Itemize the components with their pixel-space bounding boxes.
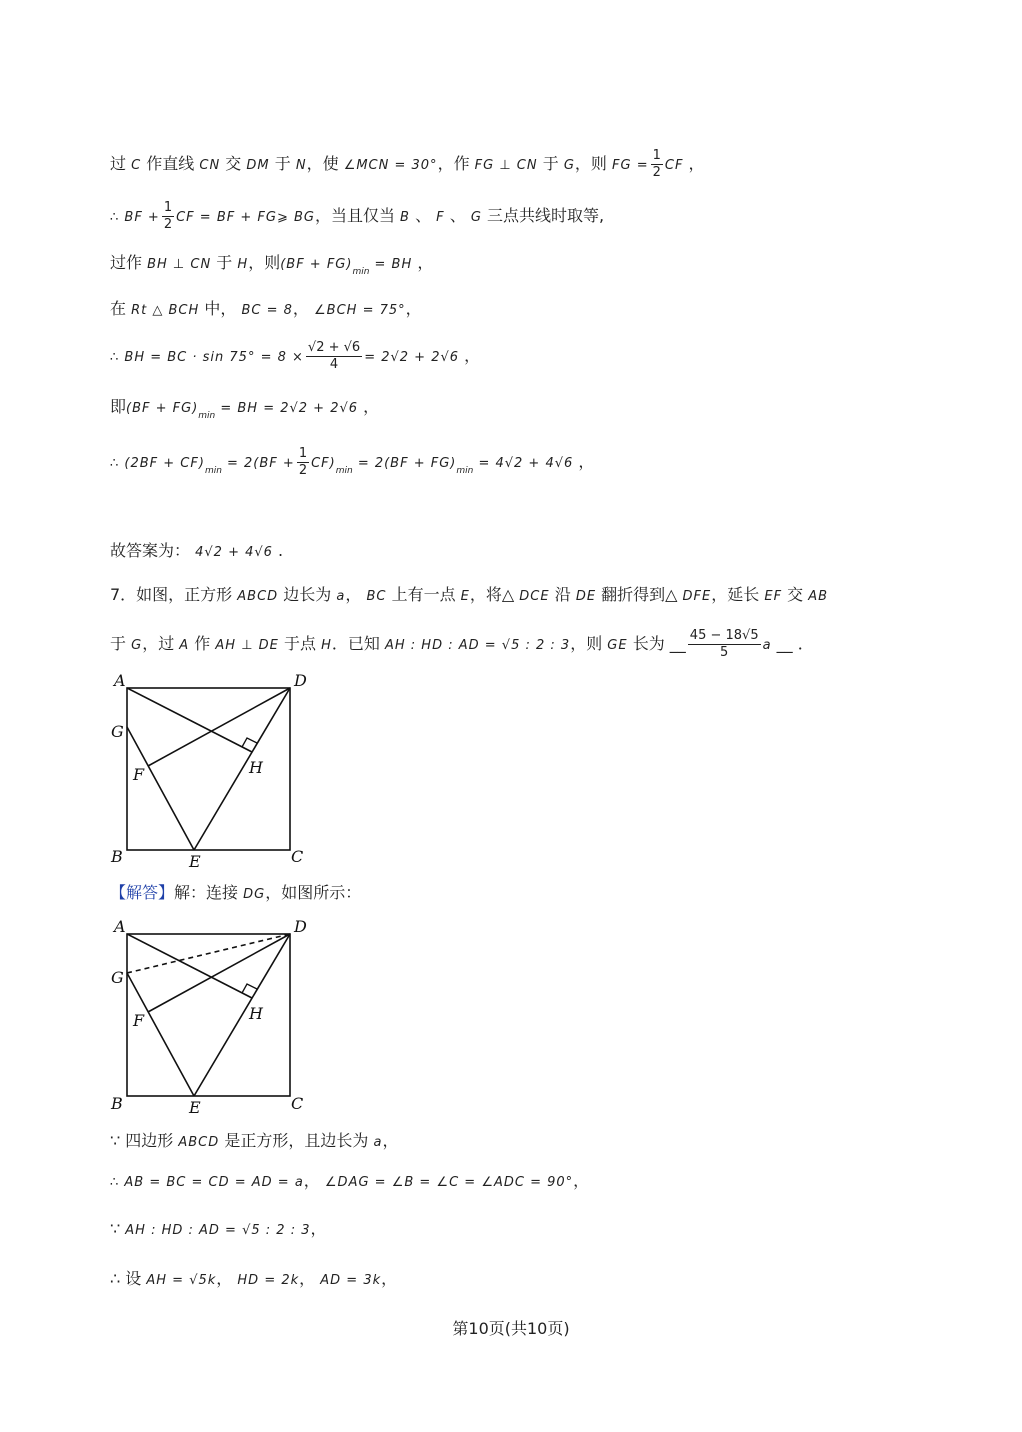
subscript: min <box>335 466 353 476</box>
math: H <box>321 638 332 653</box>
math: ∴ AB = BC = CD = AD = a <box>110 1175 304 1190</box>
text: ，过 <box>142 634 175 653</box>
fraction-half <box>651 148 663 181</box>
math: DG <box>243 887 266 902</box>
math: FG ⊥ CN <box>474 158 538 173</box>
math: G <box>470 210 482 225</box>
figure-1 <box>100 666 330 876</box>
text: ， <box>382 1131 399 1150</box>
math: G <box>131 638 143 653</box>
math: ∠BCH = 75° <box>314 303 406 318</box>
segment-de <box>194 934 290 1096</box>
label-d: D <box>294 671 307 690</box>
label-b: B <box>111 1094 123 1113</box>
text: ，延长 <box>711 585 760 604</box>
text: 于点 <box>283 634 316 653</box>
text: ， <box>345 585 362 604</box>
text: 、 <box>415 206 432 225</box>
math: BC <box>366 589 387 604</box>
text: ， <box>688 154 705 173</box>
math: = 2(BF + <box>227 456 295 471</box>
figure-2 <box>100 912 330 1122</box>
label-b: B <box>111 847 123 866</box>
answer-line <box>110 540 283 564</box>
numerator: √2 + √6 <box>307 340 361 355</box>
math: H <box>237 257 249 272</box>
problem-7-line-2 <box>110 628 814 661</box>
label-c: C <box>291 847 304 866</box>
math: ∠MCN = 30° <box>343 158 438 173</box>
text: 于 <box>216 253 233 272</box>
text: ． <box>797 634 814 653</box>
text: ， <box>464 346 481 365</box>
numerator: 1 <box>298 446 308 461</box>
math: (BF + FG) <box>126 401 199 416</box>
math: ∴ BH = BC · sin 75° = 8 × <box>110 350 304 365</box>
text: ，则 <box>574 154 607 173</box>
math: ∴ (2BF + CF) <box>110 456 205 471</box>
math: E <box>460 589 470 604</box>
math: ABCD <box>178 1135 220 1150</box>
text: 交 <box>787 585 804 604</box>
numerator: 45 − 18√5 <box>689 628 759 643</box>
math: CF <box>664 158 684 173</box>
math: HD = 2k <box>237 1273 300 1288</box>
numerator: 1 <box>163 200 173 215</box>
math: = 4√2 + 4√6 <box>478 456 574 471</box>
math: CF = BF + FG <box>176 210 277 225</box>
math: DE <box>575 589 597 604</box>
text: ，当且仅当 <box>314 206 395 225</box>
math: = 2(BF + FG) <box>357 456 457 471</box>
math: BG <box>293 210 315 225</box>
math: AH : HD : AD = √5 : 2 : 3 <box>125 1223 311 1238</box>
math: AH ⊥ DE <box>215 638 279 653</box>
text: 即 <box>110 397 127 416</box>
label-g: G <box>111 968 124 987</box>
solution-line-5 <box>110 340 480 373</box>
solution-line-2 <box>110 200 604 233</box>
text: ， <box>381 1269 398 1288</box>
solution-step-3 <box>110 1218 327 1242</box>
math: = BH = 2√2 + 2√6 <box>220 401 359 416</box>
solution-step-1 <box>110 1130 398 1154</box>
solution-step-4 <box>110 1268 397 1292</box>
fraction <box>306 340 362 373</box>
math: CF) <box>311 456 336 471</box>
math: AD = 3k <box>320 1273 382 1288</box>
text: 解：连接 <box>174 883 239 902</box>
text: ∵ <box>110 1219 121 1238</box>
blank: __ <box>776 634 793 653</box>
subscript: min <box>456 466 474 476</box>
segment-df <box>148 934 290 1012</box>
text: 于 <box>542 154 559 173</box>
math: F <box>436 210 445 225</box>
solution-header <box>110 882 361 906</box>
right-angle-mark <box>242 984 257 993</box>
subscript: min <box>198 411 216 421</box>
label-e: E <box>189 852 201 871</box>
math: ∠DAG = ∠B = ∠C = ∠ADC = 90° <box>324 1175 574 1190</box>
math: (BF + FG) <box>280 257 353 272</box>
label-h: H <box>249 758 263 777</box>
denominator: 5 <box>720 645 729 660</box>
blank: __ <box>669 634 686 653</box>
math: CN <box>199 158 221 173</box>
problem-7-line-1 <box>110 584 828 608</box>
label-a: A <box>114 917 126 936</box>
fraction-half <box>162 200 174 233</box>
text: 上有一点 <box>391 585 456 604</box>
math: B <box>400 210 410 225</box>
solution-line-6 <box>110 396 379 427</box>
math: A <box>179 638 190 653</box>
text: ．已知 <box>331 634 380 653</box>
math: = 2√2 + 2√6 <box>364 350 460 365</box>
math: EF <box>764 589 783 604</box>
solution-line-1 <box>110 148 705 181</box>
text: 过作 <box>110 253 143 272</box>
text: 翻折得到△ <box>601 585 678 604</box>
label-d: D <box>294 917 307 936</box>
math: Rt △ BCH <box>131 303 200 318</box>
label-f: F <box>133 765 145 784</box>
text: ，则 <box>570 634 603 653</box>
text: 在 <box>110 299 127 318</box>
math: DFE <box>682 589 712 604</box>
math: AH = √5k <box>146 1273 217 1288</box>
text: ∵ 四边形 <box>110 1131 174 1150</box>
subscript: min <box>204 466 222 476</box>
text: 长为 <box>632 634 665 653</box>
math-symbol: ⩾ <box>276 210 289 225</box>
answer-tag: 【解答】 <box>110 883 175 902</box>
text: 三点共线时取等, <box>487 206 605 225</box>
text: 边长为 <box>283 585 332 604</box>
text: 于 <box>110 634 127 653</box>
math: ∴ BF + <box>110 210 160 225</box>
text: ，如图所示： <box>265 883 362 902</box>
math: DM <box>246 158 270 173</box>
math: 4√2 + 4√6 <box>195 545 273 560</box>
page-footer: 第10页(共10页) <box>452 1319 570 1338</box>
text: 、 <box>449 206 466 225</box>
text: ， <box>310 1219 327 1238</box>
text: ，作 <box>437 154 470 173</box>
math: BC = 8 <box>241 303 293 318</box>
label-h: H <box>249 1004 263 1023</box>
text: 是正方形，且边长为 <box>224 1131 369 1150</box>
denominator: 4 <box>329 357 339 372</box>
math: a <box>762 638 772 653</box>
text: 作 <box>194 634 211 653</box>
label-e: E <box>189 1098 201 1117</box>
denominator: 2 <box>652 165 661 180</box>
text: 7．如图，正方形 <box>110 585 233 604</box>
text: ，将△ <box>469 585 515 604</box>
text: ， <box>303 1171 320 1190</box>
text: ，使 <box>306 154 339 173</box>
math: FG = <box>612 158 649 173</box>
text: ∴ 设 <box>110 1269 142 1288</box>
text: 故答案为： <box>110 541 191 560</box>
segment-dg-dashed <box>127 934 290 973</box>
math: ABCD <box>237 589 279 604</box>
solution-line-7 <box>110 446 594 482</box>
text: 沿 <box>554 585 571 604</box>
text: 交 <box>225 154 242 173</box>
math: GE <box>607 638 628 653</box>
text: ，则 <box>248 253 281 272</box>
segment-de <box>194 688 290 850</box>
fraction-half <box>297 446 309 479</box>
math: a <box>373 1135 383 1150</box>
subscript: min <box>352 267 370 277</box>
text: 作直线 <box>146 154 195 173</box>
answer-fraction <box>688 628 761 661</box>
numerator: 1 <box>652 148 661 163</box>
solution-line-4 <box>110 298 422 322</box>
math: N <box>295 158 307 173</box>
text: ， <box>578 452 595 471</box>
denominator: 2 <box>298 463 308 478</box>
solution-step-2 <box>110 1170 589 1194</box>
label-g: G <box>111 722 124 741</box>
text: 中， <box>204 299 237 318</box>
text: . <box>278 541 284 560</box>
math: = BH <box>374 257 413 272</box>
text: ， <box>573 1171 590 1190</box>
label-c: C <box>291 1094 304 1113</box>
text: ， <box>417 253 434 272</box>
text: ， <box>363 397 380 416</box>
math: a <box>336 589 346 604</box>
math: DCE <box>519 589 550 604</box>
right-angle-mark <box>242 738 257 747</box>
solution-line-3 <box>110 252 433 283</box>
math: AB <box>808 589 829 604</box>
label-f: F <box>133 1011 145 1030</box>
math: AH : HD : AD = √5 : 2 : 3 <box>384 638 571 653</box>
text: ， <box>216 1269 233 1288</box>
text: 过 <box>110 154 127 173</box>
text: ， <box>405 299 422 318</box>
label-a: A <box>114 671 126 690</box>
math: C <box>131 158 142 173</box>
denominator: 2 <box>163 217 173 232</box>
text: 于 <box>274 154 291 173</box>
math: G <box>563 158 575 173</box>
text: ， <box>292 299 309 318</box>
segment-df <box>148 688 290 766</box>
text: ， <box>299 1269 316 1288</box>
math: BH ⊥ CN <box>147 257 212 272</box>
